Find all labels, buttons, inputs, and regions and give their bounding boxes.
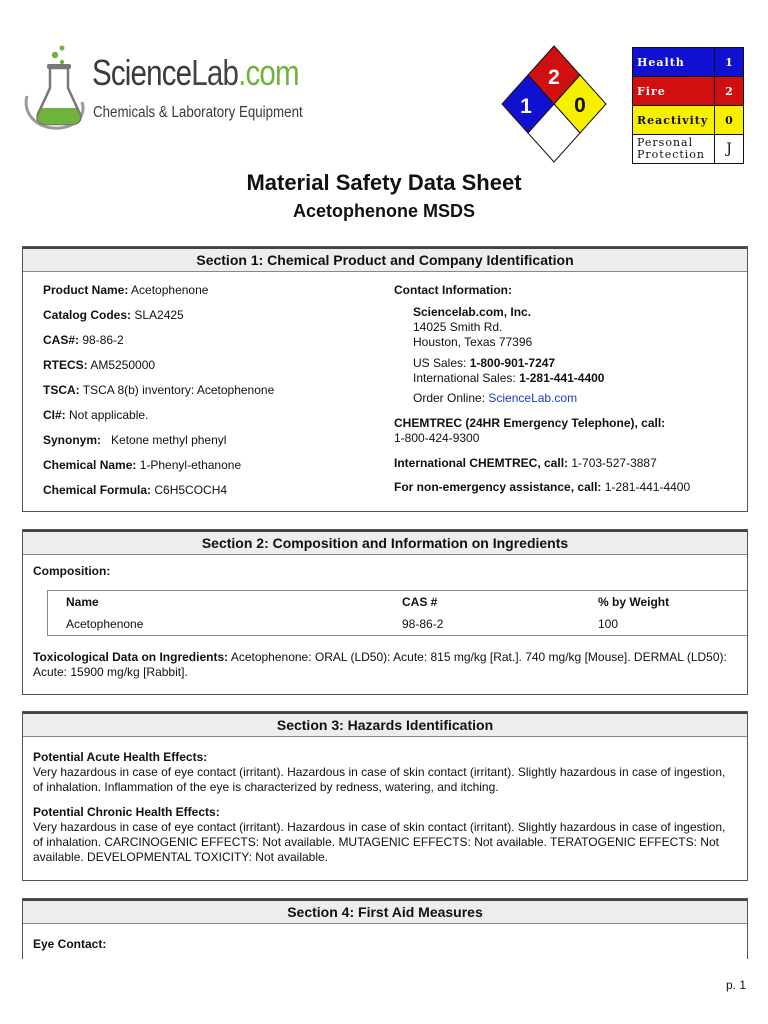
intl-chemtrec: International CHEMTREC, call: 1-703-527-3887 <box>394 456 657 470</box>
cell-name: Acetophenone <box>48 613 385 636</box>
nfpa-fire-value: 2 <box>548 66 560 89</box>
column-header-name: Name <box>48 591 385 614</box>
chronic-effects <box>33 805 737 865</box>
table-header-row <box>48 591 748 614</box>
table-row <box>48 613 748 636</box>
chemtrec-phone: 1-800-424-9300 <box>394 431 480 445</box>
section-4 <box>22 898 748 959</box>
acute-effects-label: Potential Acute Health Effects: <box>33 750 208 764</box>
catalog-codes-row: Catalog Codes: SLA2425 <box>43 308 184 322</box>
us-sales: US Sales: 1-800-901-7247 <box>413 356 556 370</box>
eye-contact-label: Eye Contact: <box>33 937 107 951</box>
section-4-heading: Section 4: First Aid Measures <box>23 899 747 924</box>
tsca-row: TSCA: TSCA 8(b) inventory: Acetophenone <box>43 383 275 397</box>
hmis-health-value: 1 <box>715 48 744 77</box>
section-3-heading: Section 3: Hazards Identification <box>23 712 747 737</box>
synonym-row: Synonym: Ketone methyl phenyl <box>43 433 227 447</box>
flask-icon <box>20 44 92 134</box>
chronic-effects-label: Potential Chronic Health Effects: <box>33 805 220 819</box>
contact-label: Contact Information: <box>394 283 512 297</box>
hmis-health-label: Health <box>633 48 715 77</box>
nfpa-health-value: 1 <box>520 95 532 118</box>
column-header-weight: % by Weight <box>580 591 747 614</box>
section-2 <box>22 529 748 695</box>
sciencelab-logo <box>20 44 303 134</box>
page-title: Material Safety Data Sheet <box>246 170 522 195</box>
acute-effects <box>33 750 737 795</box>
address-line-1: 14025 Smith Rd. <box>413 320 503 334</box>
chemtrec-label: CHEMTREC (24HR Emergency Telephone), call: <box>394 416 666 430</box>
cell-weight: 100 <box>580 613 747 636</box>
hmis-fire-label: Fire <box>633 77 715 106</box>
column-header-cas: CAS # <box>384 591 580 614</box>
nfpa-reactivity-value: 0 <box>574 94 586 117</box>
acute-effects-text: Very hazardous in case of eye contact (irritant). Hazardous in case of skin contact (irritant). Slightly hazardous in case of ingestion, of inhalation. Inflammation of the eye is characterized by redness, watering, and itching. <box>33 765 726 794</box>
non-emergency: For non-emergency assistance, call: 1-281-441-4400 <box>394 480 691 494</box>
hmis-fire-value: 2 <box>715 77 744 106</box>
logo-tagline: Chemicals & Laboratory Equipment <box>93 104 303 121</box>
intl-sales: International Sales: 1-281-441-4400 <box>413 371 605 385</box>
sciencelab-link[interactable]: ScienceLab.com <box>488 391 578 405</box>
hmis-reactivity-value: 0 <box>715 106 744 135</box>
product-name-row: Product Name: Acetophenone <box>43 283 209 297</box>
section-2-heading: Section 2: Composition and Information on Ingredients <box>23 530 747 555</box>
cell-cas: 98-86-2 <box>384 613 580 636</box>
logo-com-text: .com <box>238 52 299 93</box>
page-number: p. 1 <box>725 978 746 992</box>
rtecs-row: RTECS: AM5250000 <box>43 358 156 372</box>
logo-science-text: Science <box>92 52 192 93</box>
section-1-heading: Section 1: Chemical Product and Company Identification <box>23 247 747 272</box>
address-line-2: Houston, Texas 77396 <box>413 335 533 349</box>
contact-info-column <box>394 283 739 495</box>
nfpa-diamond <box>498 44 610 166</box>
chronic-effects-text: Very hazardous in case of eye contact (irritant). Hazardous in case of skin contact (irritant). Slightly hazardous in case of ingestion, of inhalation. CARCINOGENIC EFFECTS: Not available. MUTAGENIC EFFECTS: Not available. TERATOGENIC EFFECTS: Not available. DEVELOPMENTAL TOXICITY: Not available. <box>33 820 726 864</box>
section-1 <box>22 246 748 512</box>
product-info-column <box>43 283 383 508</box>
order-online: Order Online: ScienceLab.com <box>413 391 578 405</box>
section-3 <box>22 711 748 881</box>
page-subtitle: Acetophenone MSDS <box>292 201 475 221</box>
hmis-protection-value: J <box>715 135 744 164</box>
ingredients-table <box>47 590 747 636</box>
hmis-rating-table <box>632 47 744 164</box>
composition-label: Composition: <box>33 564 111 578</box>
hmis-reactivity-label: Reactivity <box>633 106 715 135</box>
toxicological-data: Toxicological Data on Ingredients: Acetophenone: ORAL (LD50): Acute: 815 mg/kg [Rat.]. 740 mg/kg [Mouse]. DERMAL (LD50): Acute: 15900 mg/kg [Rabbit]. <box>33 650 727 679</box>
logo-lab-text: Lab <box>191 52 239 93</box>
company-name: Sciencelab.com, Inc. <box>413 305 532 319</box>
chemical-name-row: Chemical Name: 1-Phenyl-ethanone <box>43 458 242 472</box>
hmis-protection-label: Personal Protection <box>633 135 715 164</box>
cas-row: CAS#: 98-86-2 <box>43 333 124 347</box>
chemical-formula-row: Chemical Formula: C6H5COCH4 <box>43 483 228 497</box>
ci-row: CI#: Not applicable. <box>43 408 149 422</box>
